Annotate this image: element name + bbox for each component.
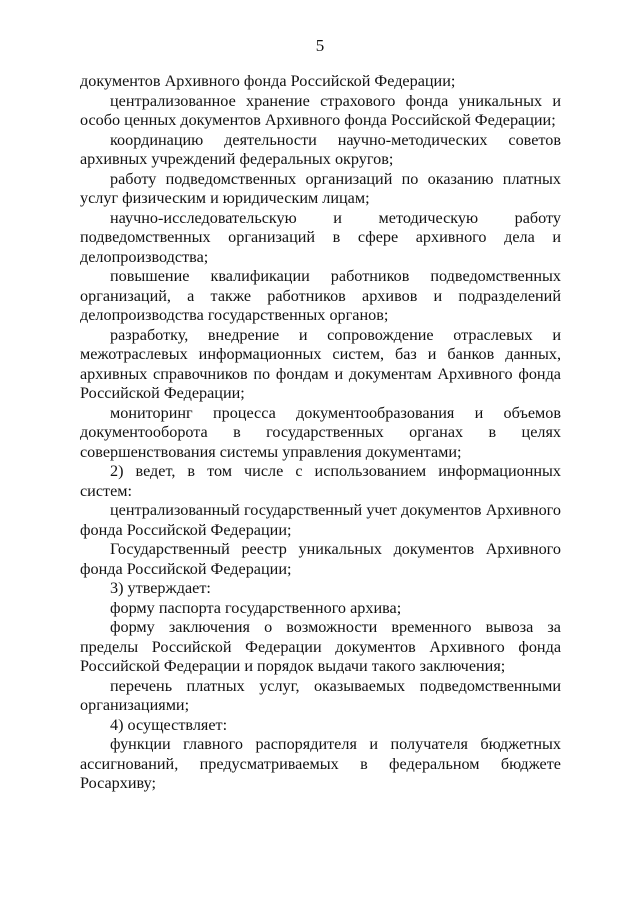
paragraph: централизованное хранение страхового фонда уникальных и особо ценных документов Архивного фонда Российской Федерации; [80,91,561,129]
paragraph: координацию деятельности научно-методических советов архивных учреждений федеральных округов; [80,130,561,168]
paragraph: форму паспорта государственного архива; [110,598,402,617]
page-number: 5 [315,36,325,55]
paragraph: разработку, внедрение и сопровождение отраслевых и межотраслевых информационных систем, баз и банков данных, архивных справочников по фондам и документам Архивного фонда Российской Федерации; [80,325,561,402]
paragraph: перечень платных услуг, оказываемых подведомственными организациями; [80,676,561,714]
paragraph: мониторинг процесса документообразования и объемов документооборота в государственных органах в целях совершенствования системы управления документами; [80,403,561,461]
paragraph: 4) осуществляет: [110,715,228,734]
paragraph: работу подведомственных организаций по оказанию платных услуг физическим и юридическим лицам; [80,169,561,207]
paragraph: функции главного распорядителя и получателя бюджетных ассигнований, предусматриваемых в федеральном бюджете Росархиву; [80,735,561,792]
paragraph: централизованный государственный учет документов Архивного фонда Российской Федерации; [80,501,561,539]
paragraph: 2) ведет, в том числе с использованием информационных систем: [80,462,561,500]
paragraph: 3) утверждает: [110,579,211,597]
paragraph: документов Архивного фонда Российской Федерации; [80,72,456,90]
paragraph: Государственный реестр уникальных документов Архивного фонда Российской Федерации; [80,540,561,578]
paragraph: форму заключения о возможности временного вывоза за пределы Российской Федерации документов Архивного фонда Российской Федерации и порядок выдачи такого заключения; [80,618,561,675]
document-body [80,72,561,794]
paragraph: повышение квалификации работников подведомственных организаций, а также работников архивов и подразделений делопроизводства государственных органов; [80,267,561,324]
paragraph: научно-исследовательскую и методическую работу подведомственных организаций в сфере архивного дела и делопроизводства; [80,208,561,266]
